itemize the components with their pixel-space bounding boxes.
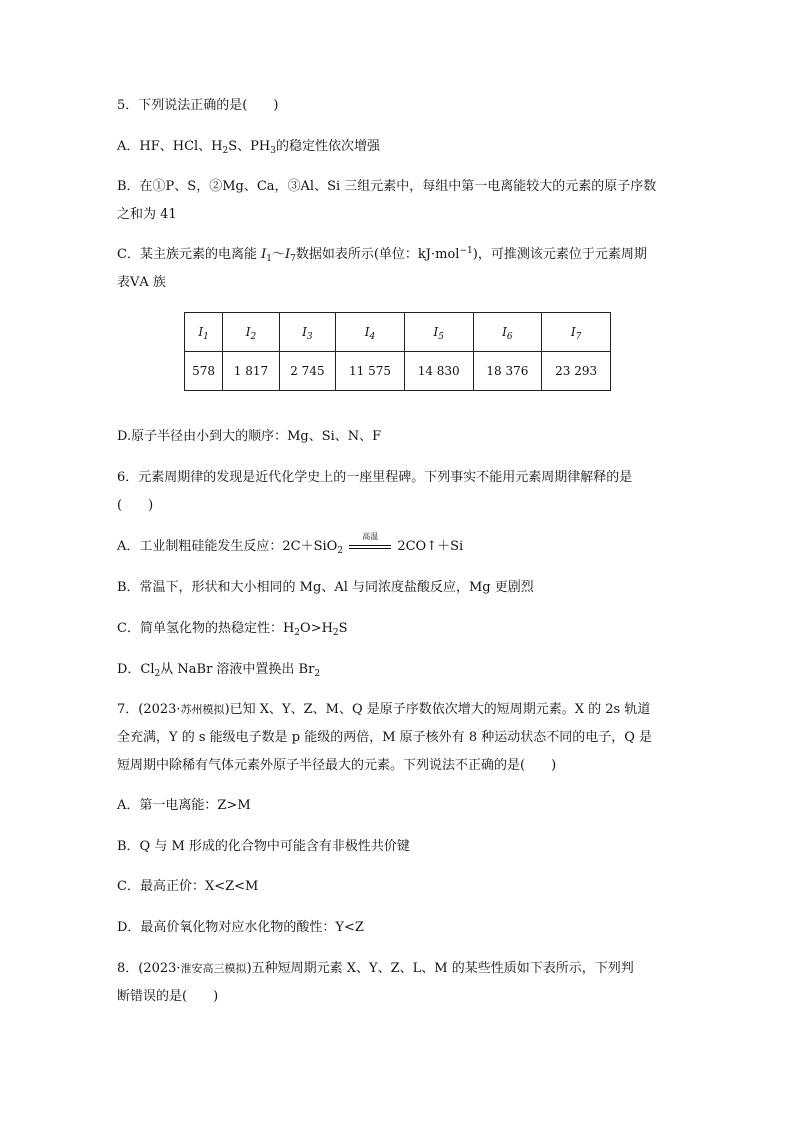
table-header-cell: $I_2$ — [223, 313, 279, 352]
q7-option-c: C．最高正价：X<Z<M — [117, 879, 259, 894]
q5-stem: 5．下列说法正确的是( ) — [117, 98, 279, 113]
q5-option-d: D.原子半径由小到大的顺序：Mg、Si、N、F — [117, 429, 382, 444]
table-cell: 18 376 — [473, 352, 542, 391]
table-cell: 1 817 — [223, 352, 279, 391]
reaction-condition-arrow — [347, 531, 393, 556]
ionization-energy-table — [184, 312, 611, 391]
table-cell: 2 745 — [279, 352, 335, 391]
reaction-condition-label: 高温 — [362, 531, 379, 541]
q7-stem-line1: 7．(2023·苏州模拟)已知 X、Y、Z、M、Q 是原子序数依次增大的短周期元素。X 的 2s 轨道 — [117, 702, 651, 717]
q5-option-b-line1: B．在①P、S，②Mg、Ca，③Al、Si 三组元素中，每组中第一电离能较大的元素的原子序数 — [117, 179, 657, 194]
q7-option-d: D．最高价氧化物对应水化物的酸性：Y<Z — [117, 920, 364, 935]
table-cell: 11 575 — [336, 352, 405, 391]
table-header-cell: $I_1$ — [185, 313, 223, 352]
table-header-cell: $I_4$ — [336, 313, 405, 352]
q5-option-c-line1: C．某主族元素的电离能 $I_1\sim I_7$数据如表所示(单位：kJ·mol$^{-1}$)，可推测该元素位于元素周期 — [117, 246, 647, 264]
q7-stem-line3: 短周期中除稀有气体元素外原子半径最大的元素。下列说法不正确的是( ) — [117, 758, 557, 773]
table-cell: 23 293 — [542, 352, 611, 391]
table-header-cell: $I_3$ — [279, 313, 335, 352]
q8-stem-line2: 断错误的是( ) — [117, 989, 219, 1004]
q6-option-b: B．常温下，形状和大小相同的 Mg、Al 与同浓度盐酸反应，Mg 更剧烈 — [117, 580, 534, 595]
q5-option-c-line2: 表ⅤA 族 — [117, 275, 166, 290]
q8-source: 淮安高三模拟 — [180, 962, 247, 975]
q6-option-c: C．简单氢化物的热稳定性：$H_2O>H_2S$ — [117, 621, 348, 638]
q8-stem-line1: 8．(2023·淮安高三模拟)五种短周期元素 X、Y、Z、L、M 的某些性质如下表所示，下列判 — [117, 961, 634, 976]
q7-source: 苏州模拟 — [180, 703, 225, 716]
table-header-cell: $I_6$ — [473, 313, 542, 352]
q6-stem-line2: ( ) — [117, 498, 154, 513]
q5-option-a: A．HF、HCl、$H_2S$、$PH_3$的稳定性依次增强 — [117, 139, 381, 156]
q6-stem-line1: 6．元素周期律的发现是近代化学史上的一座里程碑。下列事实不能用元素周期律解释的是 — [117, 470, 633, 485]
table-cell: 578 — [185, 352, 223, 391]
q7-option-a: A．第一电离能：Z>M — [117, 798, 251, 813]
table-header-cell: $I_5$ — [404, 313, 473, 352]
q5-option-b-line2: 之和为 41 — [117, 207, 177, 222]
table-row — [185, 352, 611, 391]
q6-option-a: A．工业制粗硅能发生反应：2C＋SiO$_2$ 高温 2CO↑＋Si — [117, 531, 464, 556]
q7-stem-line2: 全充满，Y 的 s 能级电子数是 p 能级的两倍，M 原子核外有 8 种运动状态不同的电子，Q 是 — [117, 730, 653, 745]
table-header-cell: $I_7$ — [542, 313, 611, 352]
q7-option-b: B．Q 与 M 形成的化合物中可能含有非极性共价键 — [117, 839, 410, 854]
table-cell: 14 830 — [404, 352, 473, 391]
q6-option-d: D．$Cl_2$从 NaBr 溶液中置换出 $Br_2$ — [117, 662, 321, 679]
table-header-row — [185, 313, 611, 352]
